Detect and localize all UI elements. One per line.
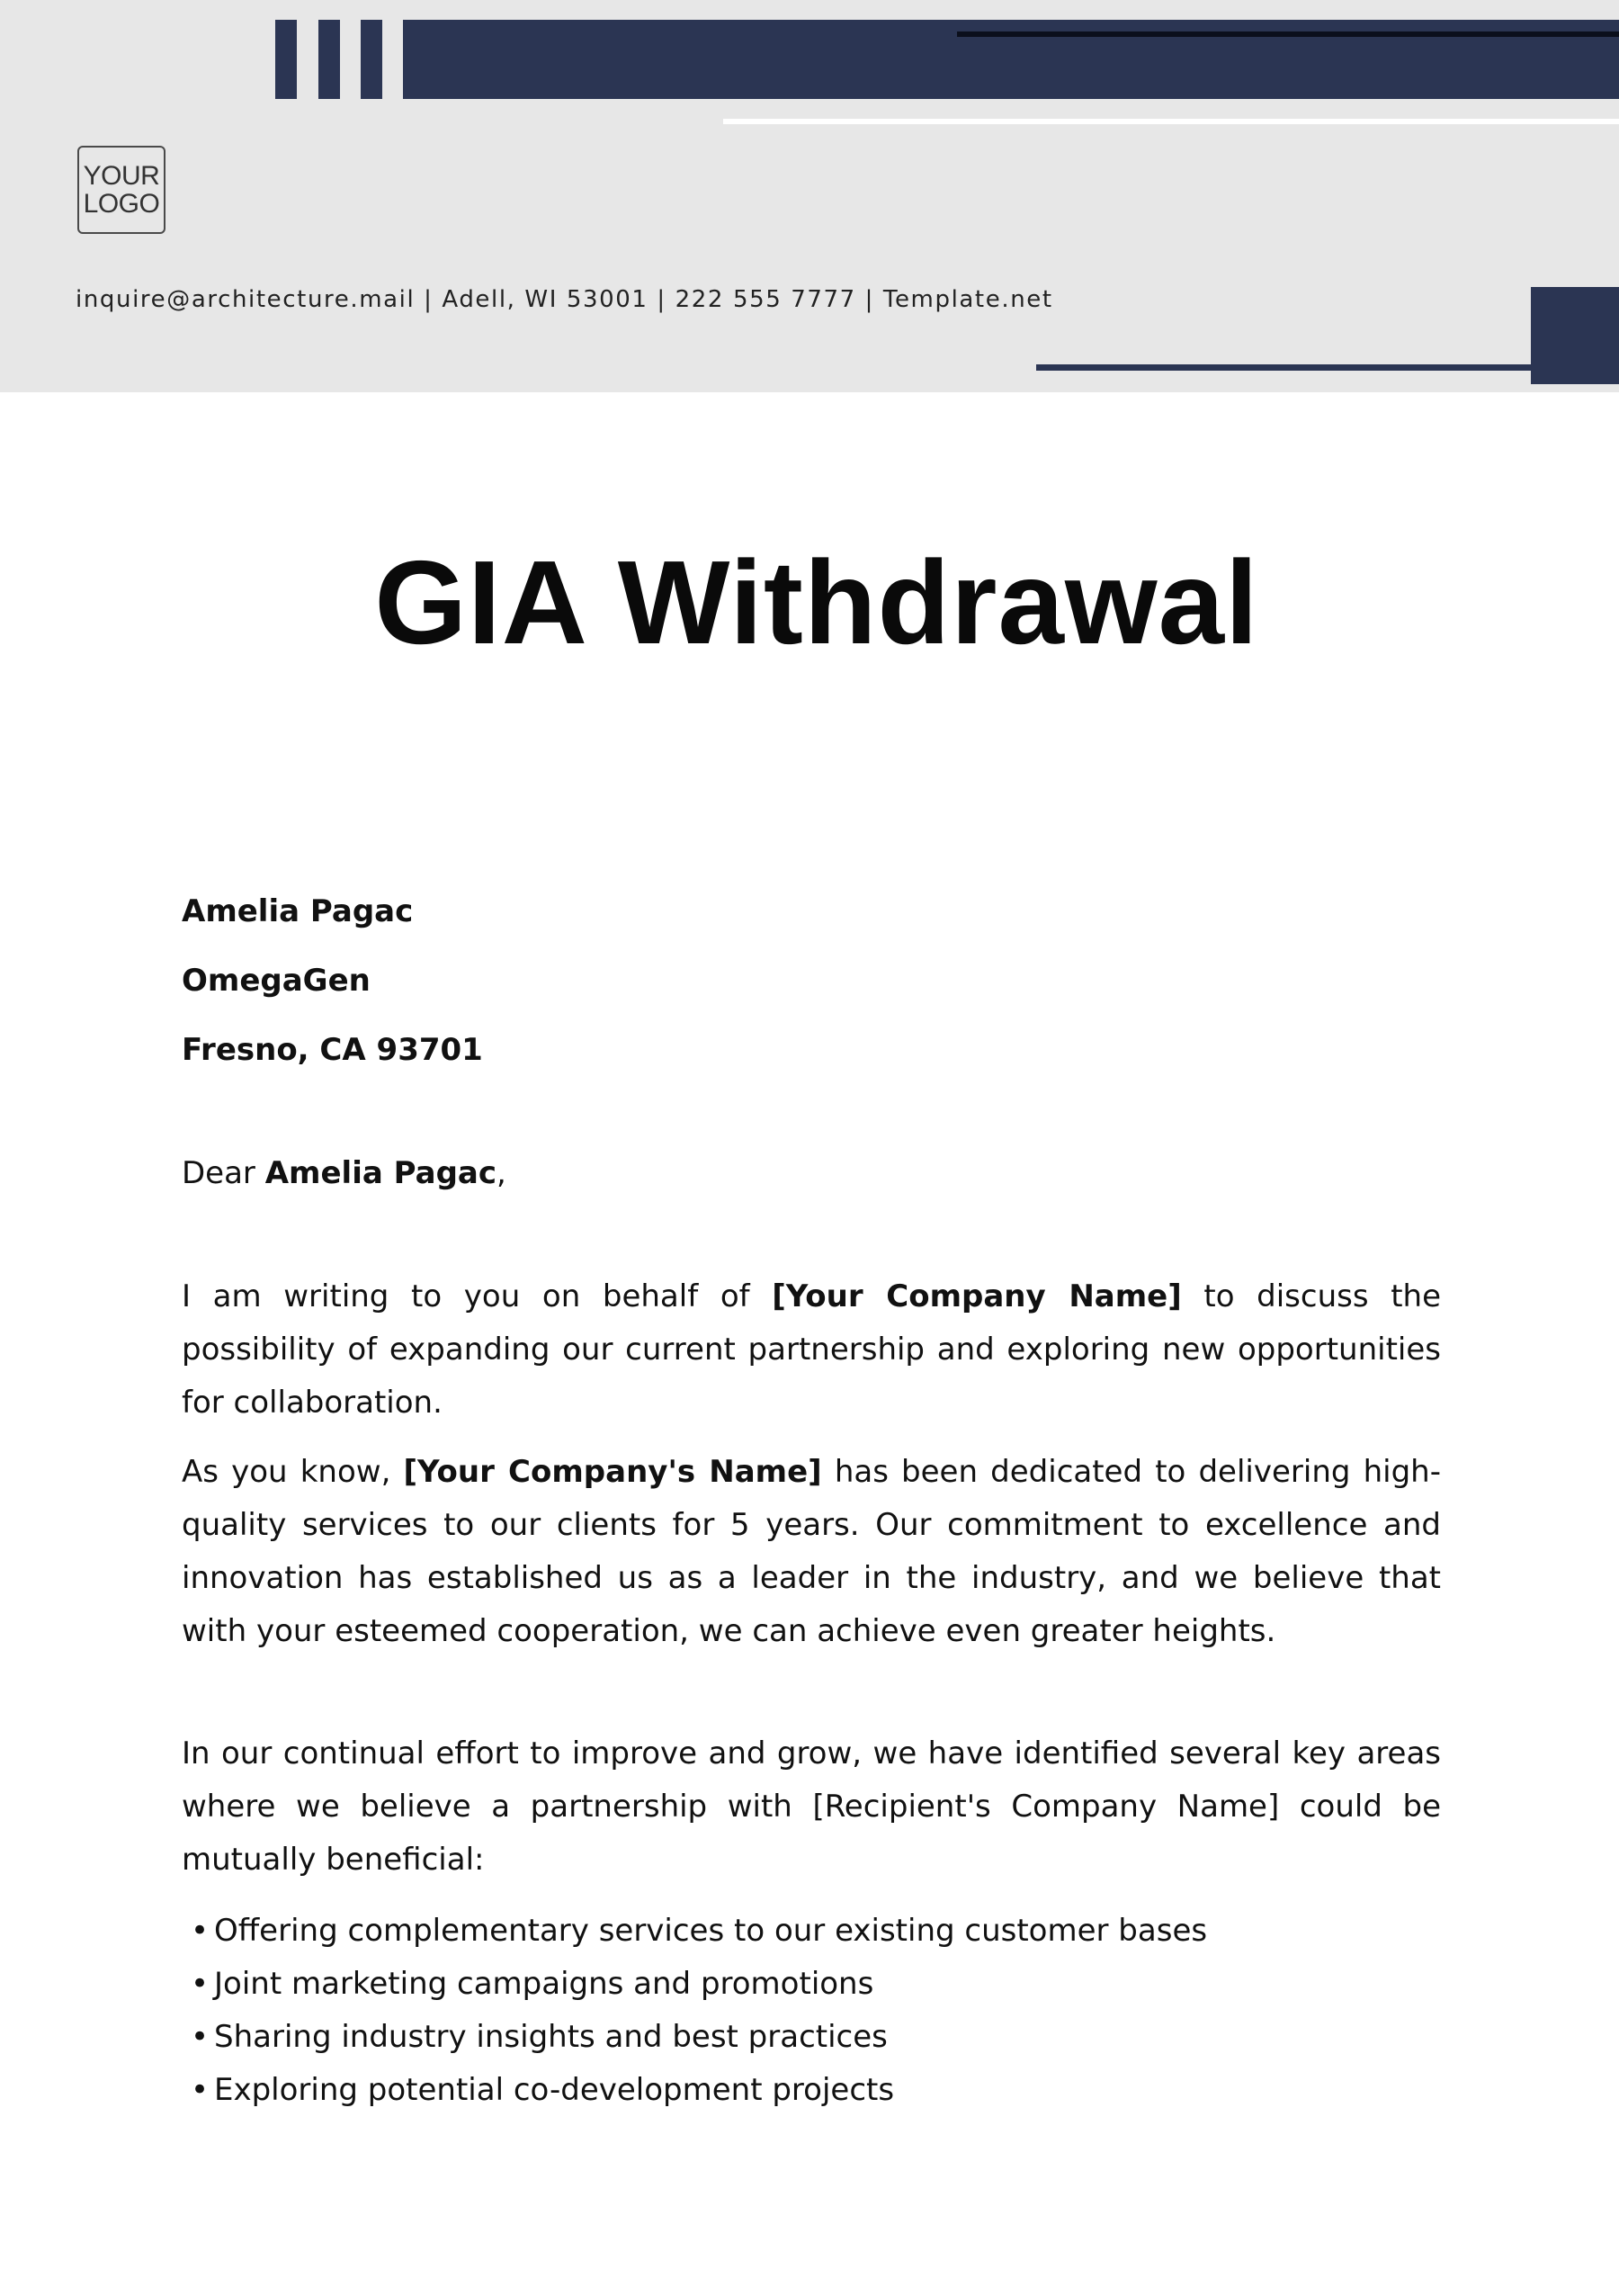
contact-info: inquire@architecture.mail | Adell, WI 53001 | 222 555 7777 | Template.net: [76, 286, 1053, 313]
paragraph-text: has been dedicated to delivering high-quality services to our clients for 5 years. Our commitment to excellence and innovation has established us as a leader in the industry, and we believe that with your esteemed cooperation, we can achieve even greater heights.: [182, 1454, 1441, 1649]
recipient-company: OmegaGen: [182, 963, 371, 999]
letterhead-header: [0, 0, 1619, 392]
paragraph-text: As you know,: [182, 1454, 404, 1490]
company-logo: [77, 146, 165, 234]
decor-white-line: [723, 119, 1619, 124]
document-title: GIA Withdrawal: [374, 536, 1259, 668]
decor-stripe: [318, 20, 340, 99]
decor-bottom-line: [1036, 364, 1533, 371]
salutation: [182, 1155, 506, 1191]
list-item: • Joint marketing campaigns and promotions: [182, 1958, 1207, 2011]
partnership-areas-list: [182, 1905, 1207, 2117]
recipient-address: Fresno, CA 93701: [182, 1032, 483, 1068]
logo-text: YOUR LOGO: [83, 161, 160, 219]
paragraph-intro: [182, 1270, 1441, 1430]
paragraph-proposal: In our continual effort to improve and grow, we have identified several key areas where we believe a partnership with [Recipient's Company Name] could be mutually beneficial:: [182, 1735, 1441, 1878]
decor-stripe: [361, 20, 382, 99]
decor-top-bar-line: [957, 31, 1619, 37]
list-item: • Offering complementary services to our existing customer bases: [182, 1905, 1207, 1958]
company-placeholder: [Your Company's Name]: [403, 1454, 822, 1490]
company-placeholder: [Your Company Name]: [772, 1278, 1182, 1314]
decor-corner-box: [1531, 287, 1619, 384]
list-item: • Sharing industry insights and best practices: [182, 2011, 1207, 2064]
salutation-suffix: ,: [496, 1155, 506, 1191]
salutation-prefix: Dear: [182, 1155, 265, 1191]
decor-stripe: [275, 20, 297, 99]
salutation-name: Amelia Pagac: [264, 1155, 497, 1191]
list-item: • Exploring potential co-development projects: [182, 2064, 1207, 2117]
paragraph-text: to discuss the possibility of expanding our current partnership and exploring new opportunities for collaboration.: [182, 1278, 1441, 1421]
recipient-name: Amelia Pagac: [182, 893, 414, 929]
paragraph-background: [182, 1446, 1441, 1658]
paragraph-text: I am writing to you on behalf of: [182, 1278, 773, 1314]
